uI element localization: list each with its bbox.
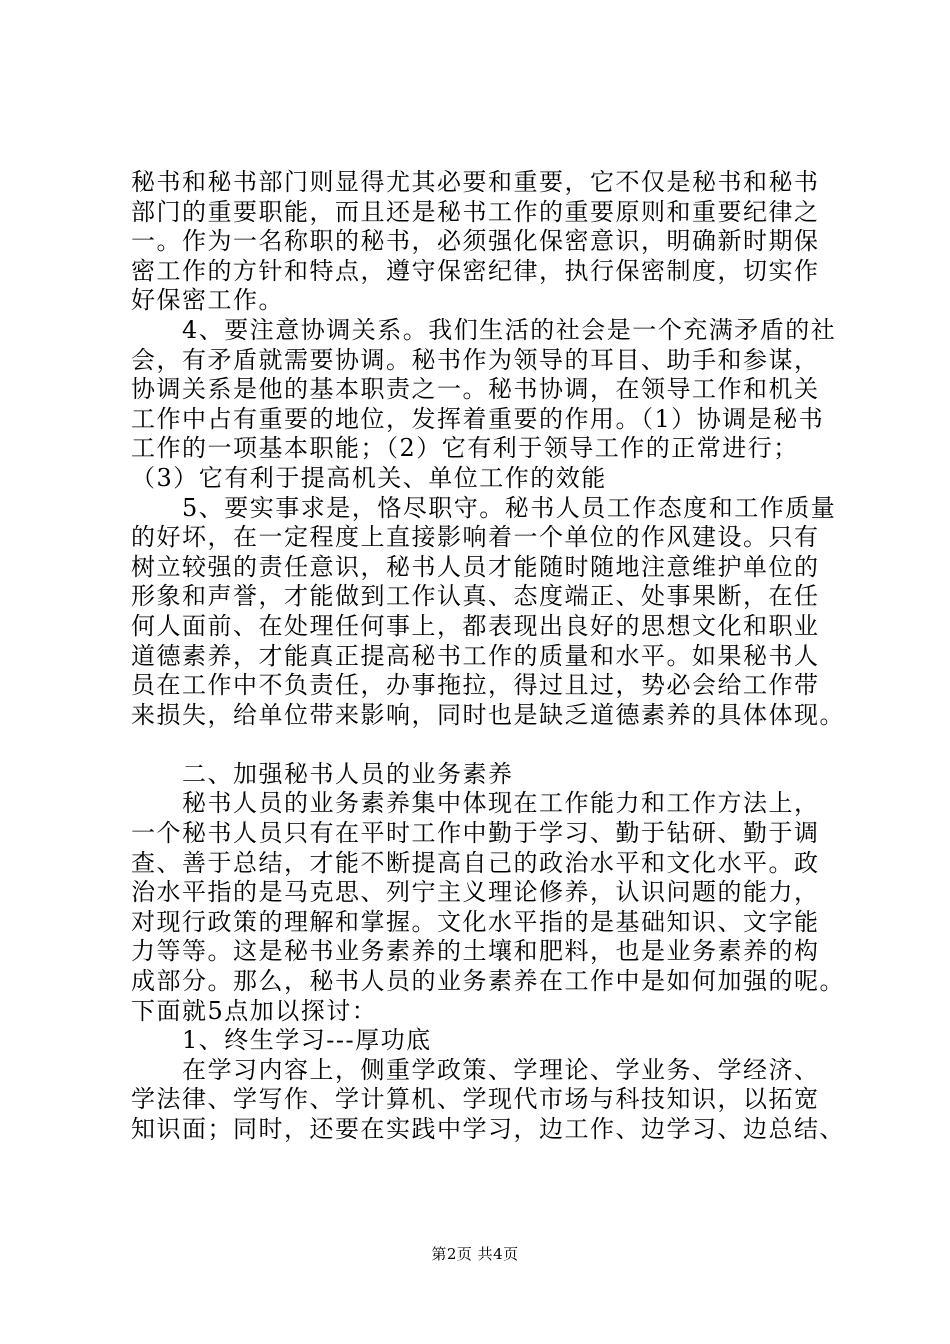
text-line: 来损失，给单位带来影响，同时也是缺乏道德素养的具体体现。 [131,700,845,729]
text-line: 形象和声誉，才能做到工作认真、态度端正、处事果断，在任 [131,582,820,611]
text-line: 员在工作中不负责任，办事拖拉，得过且过，势必会给工作带 [131,671,820,700]
text-line: 秘书人员的业务素养集中体现在工作能力和工作方法上， [131,789,820,818]
text-line: 协调关系是他的基本职责之一。秘书协调，在领导工作和机关 [131,375,820,404]
text-line: 部门的重要职能，而且还是秘书工作的重要原则和重要纪律之 [131,197,820,226]
text-line: 何人面前、在处理任何事上，都表现出良好的思想文化和职业 [131,611,820,640]
text-line: 查、善于总结，才能不断提高自己的政治水平和文化水平。政 [131,848,820,877]
text-line: 树立较强的责任意识，秘书人员才能随时随地注意维护单位的 [131,552,820,581]
text-line: 的好坏，在一定程度上直接影响着一个单位的作风建设。只有 [131,523,820,552]
text-line: 在学习内容上，侧重学政策、学理论、学业务、学经济、 [131,1055,820,1084]
text-line: 治水平指的是马克思、列宁主义理论修养，认识问题的能力， [131,878,820,907]
text-line: 下面就5点加以探讨： [131,996,378,1025]
text-line: 对现行政策的理解和掌握。文化水平指的是基础知识、文字能 [131,907,820,936]
text-line: （3）它有利于提高机关、单位工作的效能 [131,463,607,492]
text-line: 密工作的方针和特点，遵守保密纪律，执行保密制度，切实作 [131,256,820,285]
text-line: 1、终生学习---厚功底 [131,1026,432,1055]
text-line: 学法律、学写作、学计算机、学现代市场与科技知识，以拓宽 [131,1085,820,1114]
text-line: 会，有矛盾就需要协调。秘书作为领导的耳目、助手和参谋， [131,345,820,374]
text-line: 道德素养，才能真正提高秘书工作的质量和水平。如果秘书人 [131,641,820,670]
text-line: 4、要注意协调关系。我们生活的社会是一个充满矛盾的社 [131,315,837,344]
text-line: 秘书和秘书部门则显得尤其必要和重要，它不仅是秘书和秘书 [131,168,820,196]
text-line: 力等等。这是秘书业务素养的土壤和肥料，也是业务素养的构 [131,937,820,966]
text-line: 工作的一项基本职能；（2）它有利于领导工作的正常进行； [131,434,799,463]
text-line: 成部分。那么，秘书人员的业务素养在工作中是如何加强的呢。 [131,967,845,996]
text-line: 5、要实事求是，恪尽职守。秘书人员工作态度和工作质量 [131,493,837,522]
text-line: 一个秘书人员只有在平时工作中勤于学习、勤于钻研、勤于调 [131,819,820,848]
text-line: 好保密工作。 [131,286,284,315]
body-text [131,168,845,1145]
page-footer: 第2页 共4页 [431,1245,519,1263]
text-line: 工作中占有重要的地位，发挥着重要的作用。（1）协调是秘书 [131,404,825,433]
text-line: 二、加强秘书人员的业务素养 [131,759,514,788]
text-line: 一。作为一名称职的秘书，必须强化保密意识，明确新时期保 [131,227,820,256]
blank-line [131,730,831,760]
text-line: 知识面；同时，还要在实践中学习，边工作、边学习、边总结、 [131,1115,845,1143]
